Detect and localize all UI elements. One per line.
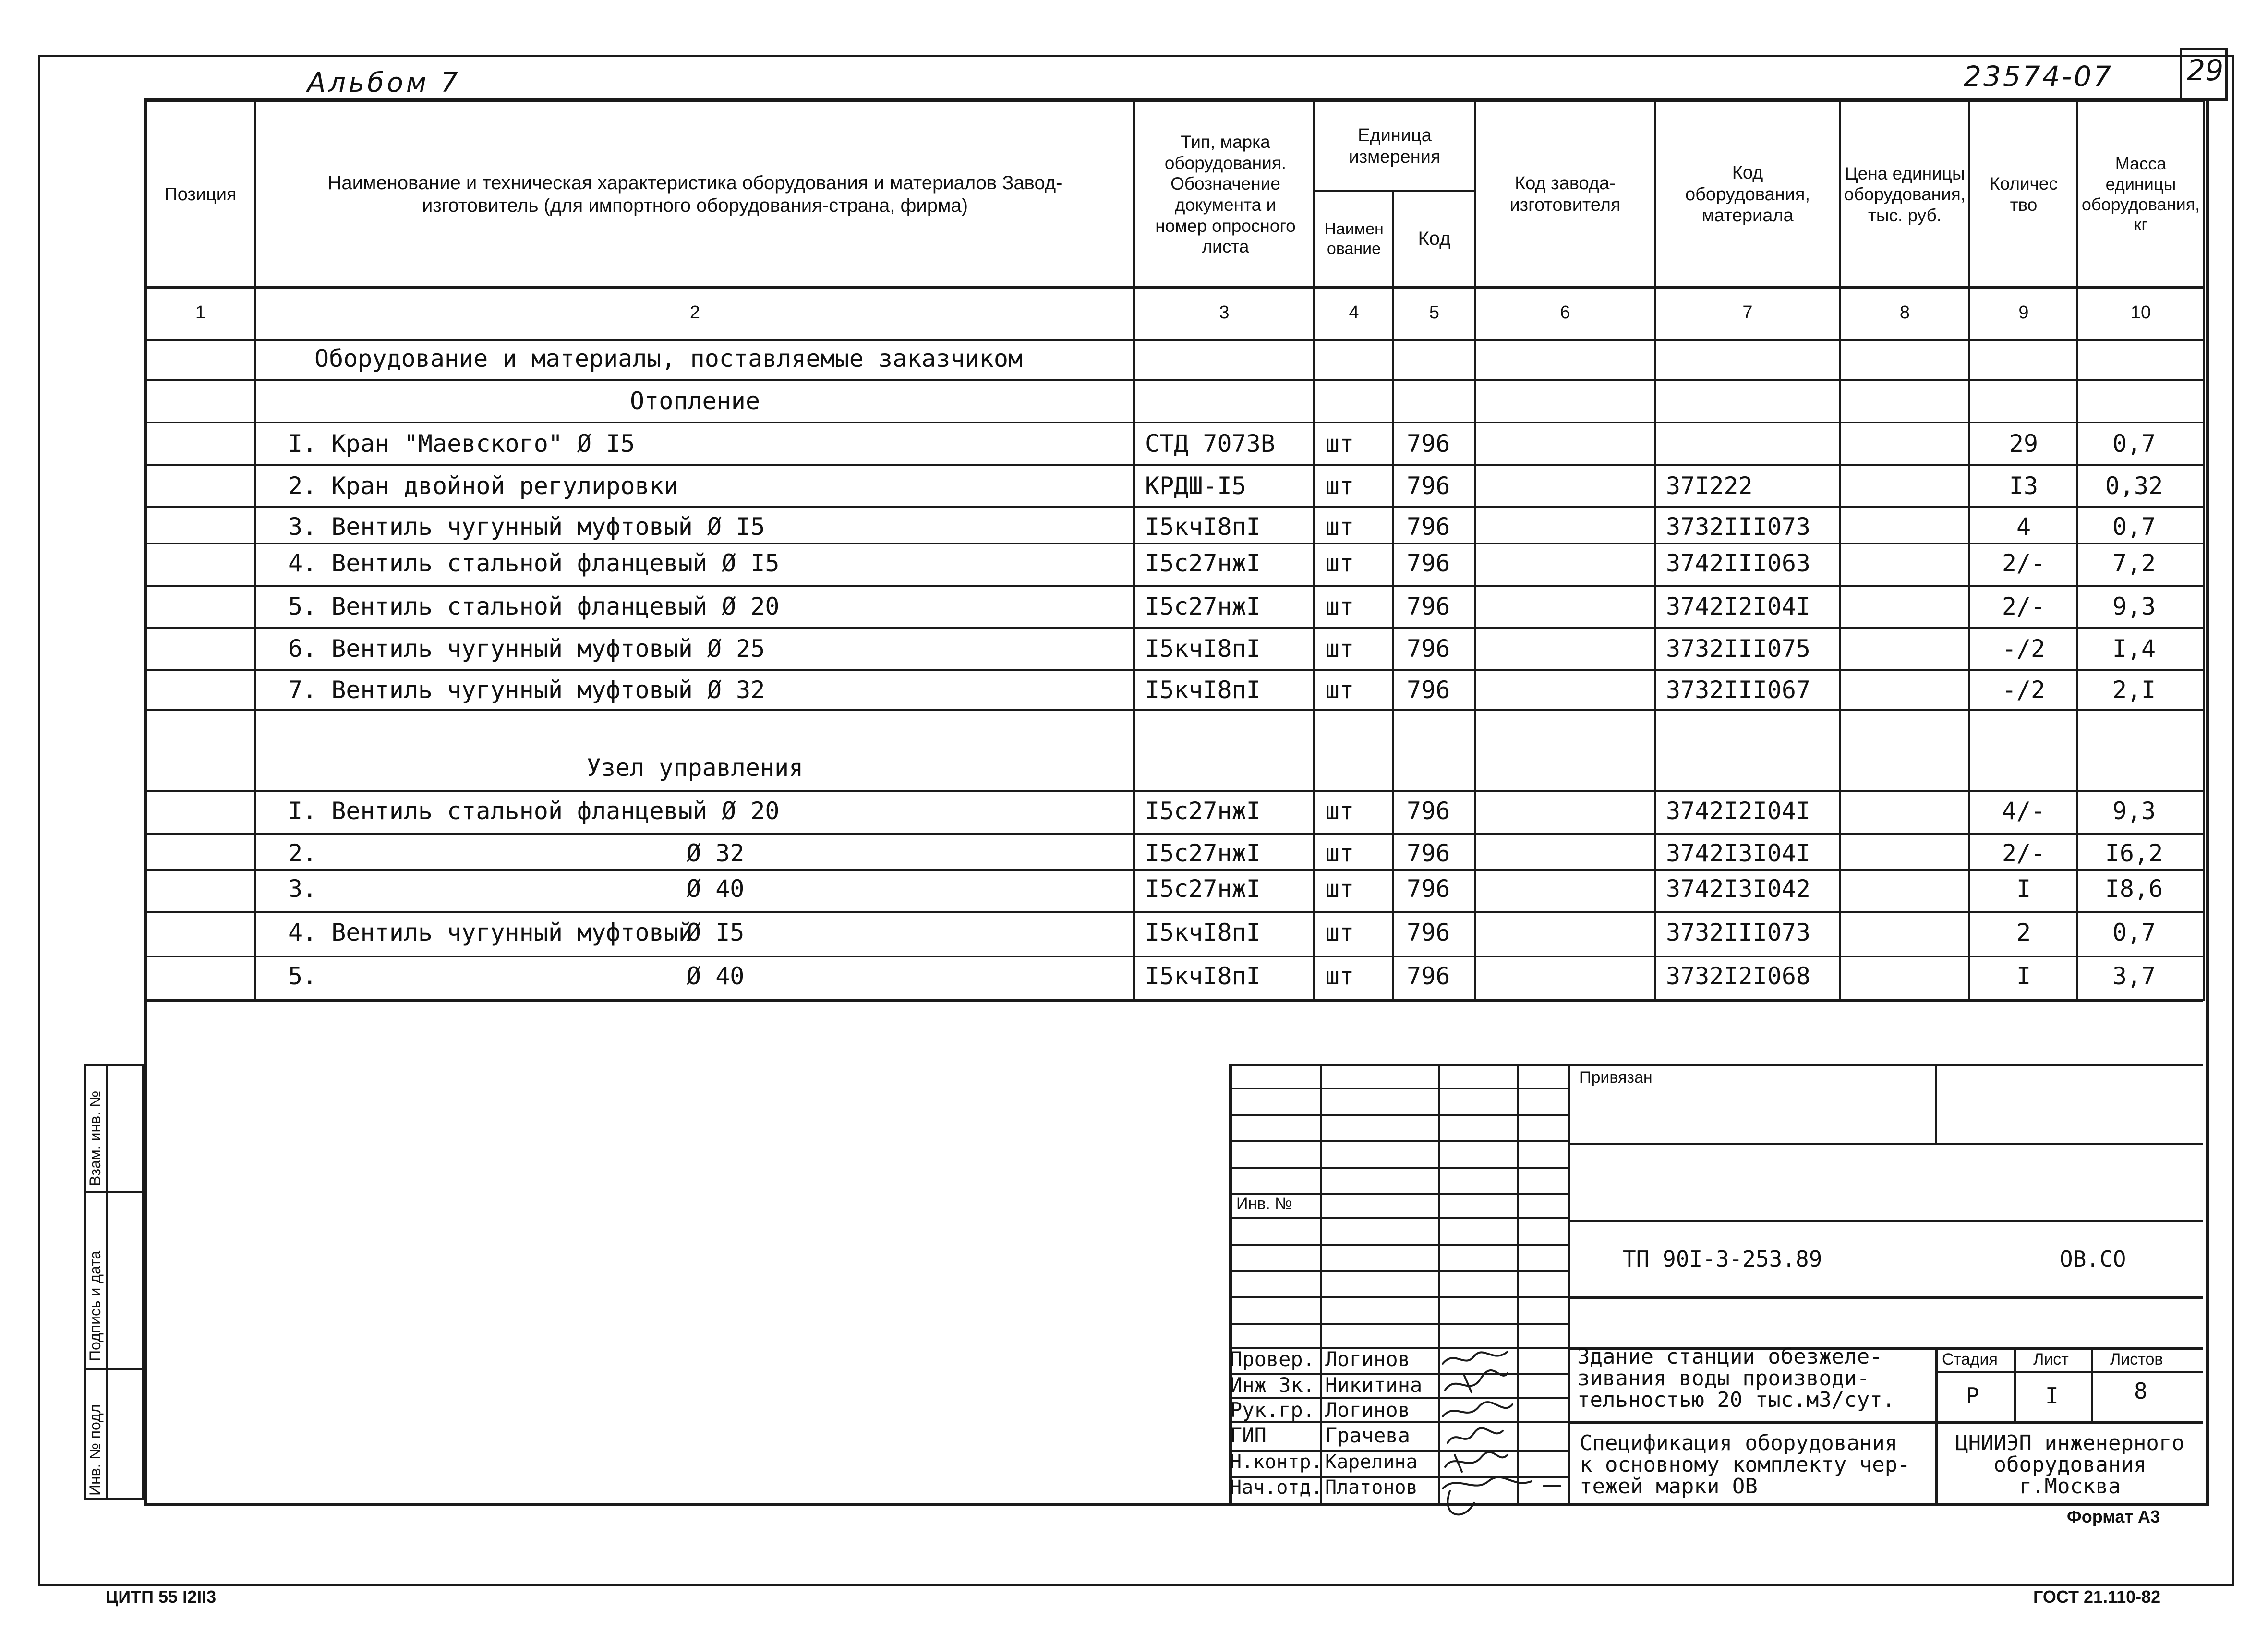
col-line [1313, 101, 1315, 1001]
table-row-name: 6. Вентиль чугунный муфтовый Ø 25 [288, 635, 765, 663]
tb-object-line: зивания воды производи- [1577, 1366, 1870, 1391]
table-row-mass: 9,3 [2112, 797, 2156, 825]
tb-staff-name: Карелина [1325, 1451, 1418, 1473]
table-row-qty: 2/- [2002, 549, 2046, 577]
tb-line [1568, 1220, 2203, 1222]
table-row-code: 796 [1407, 676, 1450, 704]
col-header-price: Цена единицы оборудования, тыс. руб. [1844, 163, 1966, 225]
table-row-name: 5. [288, 962, 317, 990]
row-line [144, 669, 2203, 671]
col-number: 3 [1219, 302, 1230, 323]
tb-sheets: 8 [2134, 1378, 2147, 1404]
tb-line [1568, 1421, 2203, 1424]
col-number: 1 [195, 302, 206, 323]
col-line [254, 101, 256, 1001]
table-row-qty: -/2 [2002, 676, 2046, 704]
table-row-eq-code: 3732III067 [1666, 676, 1811, 704]
tb-line [1229, 1296, 1568, 1298]
signature-scribble [1445, 1452, 1508, 1472]
table-row-qty: 2 [2016, 919, 2031, 946]
table-row-qty: 2/- [2002, 593, 2046, 620]
signature-scribble [1443, 1402, 1512, 1416]
col-header-position: Позиция [164, 184, 237, 205]
col-line [1654, 101, 1656, 1001]
col-number: 9 [2018, 302, 2029, 323]
col-number: 5 [1429, 302, 1440, 323]
signature-scribble [1445, 1370, 1508, 1392]
col-number: 2 [689, 302, 700, 323]
table-row-name: 2. [288, 839, 317, 867]
col-header-equipment-code: Код оборудования, материала [1685, 162, 1810, 226]
row-line [144, 627, 2203, 629]
table-row-qty: I3 [2009, 472, 2039, 500]
table-row-mass: I,4 [2112, 635, 2156, 663]
tb-line [1229, 1270, 1568, 1272]
col-line [1839, 101, 1841, 1001]
tb-stage-label: Стадия [1942, 1350, 1998, 1368]
tb-staff-name: Платонов [1325, 1476, 1418, 1499]
tb-line [1229, 1323, 1568, 1325]
col-header-name [257, 103, 1133, 286]
table-row-unit: шт [1325, 797, 1354, 825]
tb-line [1568, 1143, 2203, 1145]
col-line [2203, 101, 2205, 1001]
table-row-type: I5с27нжI [1145, 593, 1261, 620]
row-line [144, 790, 2203, 792]
col-header-unit-name: Наименование [1324, 220, 1384, 258]
side-stamp-divider [106, 1064, 108, 1500]
col-header-quantity: Количество [1990, 174, 2058, 215]
table-row-mass: I6,2 [2105, 839, 2163, 867]
col-line [1133, 101, 1135, 1001]
table-row-dia: Ø 40 [687, 875, 745, 903]
tb-doc-title-line: Спецификация оборудования [1580, 1431, 1898, 1455]
tb-object-line: тельностью 20 тыс.м3/сут. [1577, 1388, 1895, 1412]
table-row-type: I5с27нжI [1145, 797, 1261, 825]
table-row-mass: 3,7 [2112, 962, 2156, 990]
table-row-type: I5кчI8пI [1145, 919, 1261, 946]
table-row-name: I. Вентиль стальной фланцевый Ø 20 [288, 797, 780, 825]
table-row-type: I5кчI8пI [1145, 676, 1261, 704]
tb-stage: Р [1966, 1383, 1979, 1409]
table-row-type: I5кчI8пI [1145, 635, 1261, 663]
tb-line [1229, 1244, 1568, 1246]
table-row-qty: 2/- [2002, 839, 2046, 867]
tb-staff-role: ГИП [1230, 1424, 1267, 1447]
tb-staff-role: Нач.отд. [1230, 1476, 1323, 1499]
side-stamp-signature-date: Подпись и дата [86, 1250, 104, 1361]
tb-sheets-label: Листов [2110, 1350, 2163, 1368]
table-row-eq-code: 3732III075 [1666, 635, 1811, 663]
side-stamp-original-inv: Инв. № подл [86, 1404, 104, 1496]
tb-project-code: ТП 90I-3-253.89 [1623, 1246, 1822, 1272]
table-row-type: I5с27нжI [1145, 549, 1261, 577]
col-header-mass: Масса единицы оборудования, кг [2081, 154, 2200, 235]
table-row-unit: шт [1325, 430, 1354, 458]
table-row-unit: шт [1325, 513, 1354, 541]
table-row-name: 2. Кран двойной регулировки [288, 472, 678, 500]
col-number: 7 [1742, 302, 1753, 323]
col-header-name-text: Наименование и техническая характеристика оборудования и материалов Завод-изготовитель (для импортного оборудования-страна, фирма) [327, 172, 1062, 216]
table-row-eq-code: 3732I2I068 [1666, 962, 1811, 990]
table-row-unit: шт [1325, 472, 1354, 500]
table-row-qty: 4/- [2002, 797, 2046, 825]
table-row-unit: шт [1325, 676, 1354, 704]
table-row-mass: 2,I [2112, 676, 2156, 704]
col-number: 6 [1560, 302, 1570, 323]
tb-mark: ОВ.СО [2060, 1246, 2126, 1272]
table-row-qty: I [2016, 875, 2031, 903]
table-row-eq-code: 3742III063 [1666, 549, 1811, 577]
table-row-dia: Ø 32 [687, 839, 745, 867]
tb-doc-title-line: к основному комплекту чер- [1580, 1452, 1910, 1477]
side-stamp-replaced-inv: Взам. инв. № [86, 1090, 104, 1186]
table-row-name: 5. Вентиль стальной фланцевый Ø 20 [288, 593, 780, 620]
tb-org-line: ЦНИИЭП инженерного [1955, 1431, 2184, 1455]
table-row-code: 796 [1407, 593, 1450, 620]
tb-linked-label: Привязан [1580, 1068, 1653, 1087]
tb-staff-role: Провер. [1230, 1347, 1315, 1371]
table-row-qty: I [2016, 962, 2031, 990]
sheet-number: 29 [2187, 54, 2224, 87]
table-row-qty: 4 [2016, 513, 2031, 541]
table-row-code: 796 [1407, 919, 1450, 946]
table-row-code: 796 [1407, 549, 1450, 577]
col-line [1474, 101, 1476, 1001]
table-row-type: КРДШ-I5 [1145, 472, 1246, 500]
table-row-eq-code: 3742I2I04I [1666, 593, 1811, 620]
tb-line [1229, 1217, 1568, 1219]
tb-line [1568, 1296, 2203, 1299]
table-row-mass: 9,3 [2112, 593, 2156, 620]
table-row-code: 796 [1407, 430, 1450, 458]
section-title-control: Узел управления [586, 754, 804, 782]
row-line [144, 379, 2203, 381]
table-row-unit: шт [1325, 962, 1354, 990]
tb-staff-role: Рук.гр. [1230, 1398, 1315, 1422]
tb-doc-title-line: тежей марки ОВ [1580, 1474, 1758, 1499]
table-row-code: 796 [1407, 839, 1450, 867]
col-number: 10 [2130, 302, 2151, 323]
signatures-drawing [1436, 1344, 1575, 1536]
tb-inv-label: Инв. № [1236, 1195, 1292, 1213]
col-line [2076, 101, 2078, 1001]
table-row-eq-code: 3732III073 [1666, 513, 1811, 541]
table-row-dia: Ø I5 [687, 919, 745, 946]
numbers-bottom-line [144, 339, 2203, 341]
table-row-mass: 0,7 [2112, 430, 2156, 458]
table-row-type: I5с27нжI [1145, 875, 1261, 903]
tb-line [2091, 1347, 2093, 1424]
table-row-code: 796 [1407, 797, 1450, 825]
tb-staff-name: Логинов [1325, 1347, 1411, 1371]
table-row-unit: шт [1325, 593, 1354, 620]
col-number: 8 [1899, 302, 1910, 323]
table-row-code: 796 [1407, 513, 1450, 541]
signature-scribble [1443, 1477, 1532, 1515]
table-row-name: 3. [288, 875, 317, 903]
table-row-qty: -/2 [2002, 635, 2046, 663]
table-row-mass: 0,7 [2112, 513, 2156, 541]
tb-staff-name: Логинов [1325, 1398, 1411, 1422]
table-row-code: 796 [1407, 472, 1450, 500]
table-row-eq-code: 3742I2I04I [1666, 797, 1811, 825]
tb-line [1229, 1140, 1568, 1142]
row-line [144, 709, 2203, 711]
row-line [144, 506, 2203, 508]
row-line [144, 464, 2203, 466]
section-title-main: Оборудование и материалы, поставляемые заказчиком [314, 345, 1023, 373]
section-title-heating: Отопление [630, 387, 760, 415]
doc-number: 23574-07 [1964, 60, 2113, 93]
tb-object-line: Здание станции обезжеле- [1577, 1344, 1882, 1369]
table-row-unit: шт [1325, 875, 1354, 903]
table-row-unit: шт [1325, 635, 1354, 663]
tb-sheet-label: Лист [2033, 1350, 2069, 1368]
col-header-unit-group: Единица измерения [1349, 125, 1441, 167]
table-row-mass: I8,6 [2105, 875, 2163, 903]
table-row-type: I5с27нжI [1145, 839, 1261, 867]
side-stamp-divider [84, 1191, 144, 1193]
table-row-code: 796 [1407, 635, 1450, 663]
signature-scribble [1443, 1352, 1508, 1364]
top-line [144, 98, 2203, 102]
table-row-unit: шт [1325, 549, 1354, 577]
col-header-unit-code: Код [1418, 228, 1451, 249]
footer-standard: ГОСТ 21.110-82 [2033, 1587, 2161, 1607]
table-row-type: I5кчI8пI [1145, 962, 1261, 990]
table-row-mass: 0,32 [2105, 472, 2163, 500]
row-line [144, 543, 2203, 544]
table-row-qty: 29 [2009, 430, 2039, 458]
table-row-unit: шт [1325, 839, 1354, 867]
table-bottom-line [144, 999, 2203, 1002]
table-row-mass: 7,2 [2112, 549, 2156, 577]
tb-line [1320, 1064, 1322, 1503]
footer-left-code: ЦИТП 55 I2II3 [106, 1587, 217, 1607]
side-stamp-divider [84, 1368, 144, 1370]
table-row-name: I. Кран "Маевского" Ø I5 [288, 430, 635, 458]
col-header-type: Тип, марка оборудования. Обозначение документа и номер опросного листа [1155, 132, 1296, 257]
col-header-plant-code: Код завода-изготовителя [1509, 173, 1621, 215]
format-label: Формат А3 [2067, 1507, 2160, 1526]
table-row-type: I5кчI8пI [1145, 513, 1261, 541]
tb-staff-name: Никитина [1325, 1373, 1423, 1397]
tb-staff-role: Н.контр. [1230, 1451, 1323, 1473]
table-row-type: СТД 7073В [1145, 430, 1275, 458]
row-line [144, 911, 2203, 913]
row-line [144, 956, 2203, 957]
col-number: 4 [1349, 302, 1359, 323]
unit-group-line [1313, 190, 1474, 192]
row-line [144, 585, 2203, 587]
table-row-eq-code: 3732III073 [1666, 919, 1811, 946]
header-bottom-line [144, 286, 2203, 289]
tb-org-line: оборудования [1993, 1452, 2147, 1477]
table-row-name: 7. Вентиль чугунный муфтовый Ø 32 [288, 676, 765, 704]
tb-line [2014, 1347, 2016, 1424]
tb-sheet: I [2045, 1383, 2059, 1409]
col-line [1392, 190, 1394, 1001]
tb-line [1935, 1371, 2203, 1373]
table-row-dia: Ø 40 [687, 962, 745, 990]
table-row-mass: 0,7 [2112, 919, 2156, 946]
table-row-code: 796 [1407, 875, 1450, 903]
tb-staff-role: Инж Зк. [1230, 1373, 1315, 1397]
row-line [144, 422, 2203, 423]
album-label: Альбом 7 [307, 67, 461, 98]
table-row-eq-code: 3742I3I042 [1666, 875, 1811, 903]
table-row-name: 3. Вентиль чугунный муфтовый Ø I5 [288, 513, 765, 541]
table-row-code: 796 [1407, 962, 1450, 990]
tb-line [1935, 1064, 1937, 1145]
signature-scribble [1448, 1428, 1503, 1443]
tb-staff-name: Грачева [1325, 1424, 1411, 1447]
row-line [144, 833, 2203, 835]
tb-org-line: г.Москва [2019, 1474, 2121, 1499]
table-row-name: 4. Вентиль стальной фланцевый Ø I5 [288, 549, 780, 577]
tb-line [1229, 1088, 1568, 1089]
table-row-unit: шт [1325, 919, 1354, 946]
table-row-name: 4. Вентиль чугунный муфтовый [288, 919, 693, 946]
tb-line [1229, 1114, 1568, 1116]
col-line [1968, 101, 1970, 1001]
tb-line [1229, 1167, 1568, 1169]
row-line [144, 869, 2203, 871]
table-row-eq-code: 37I222 [1666, 472, 1753, 500]
table-row-eq-code: 3742I3I04I [1666, 839, 1811, 867]
